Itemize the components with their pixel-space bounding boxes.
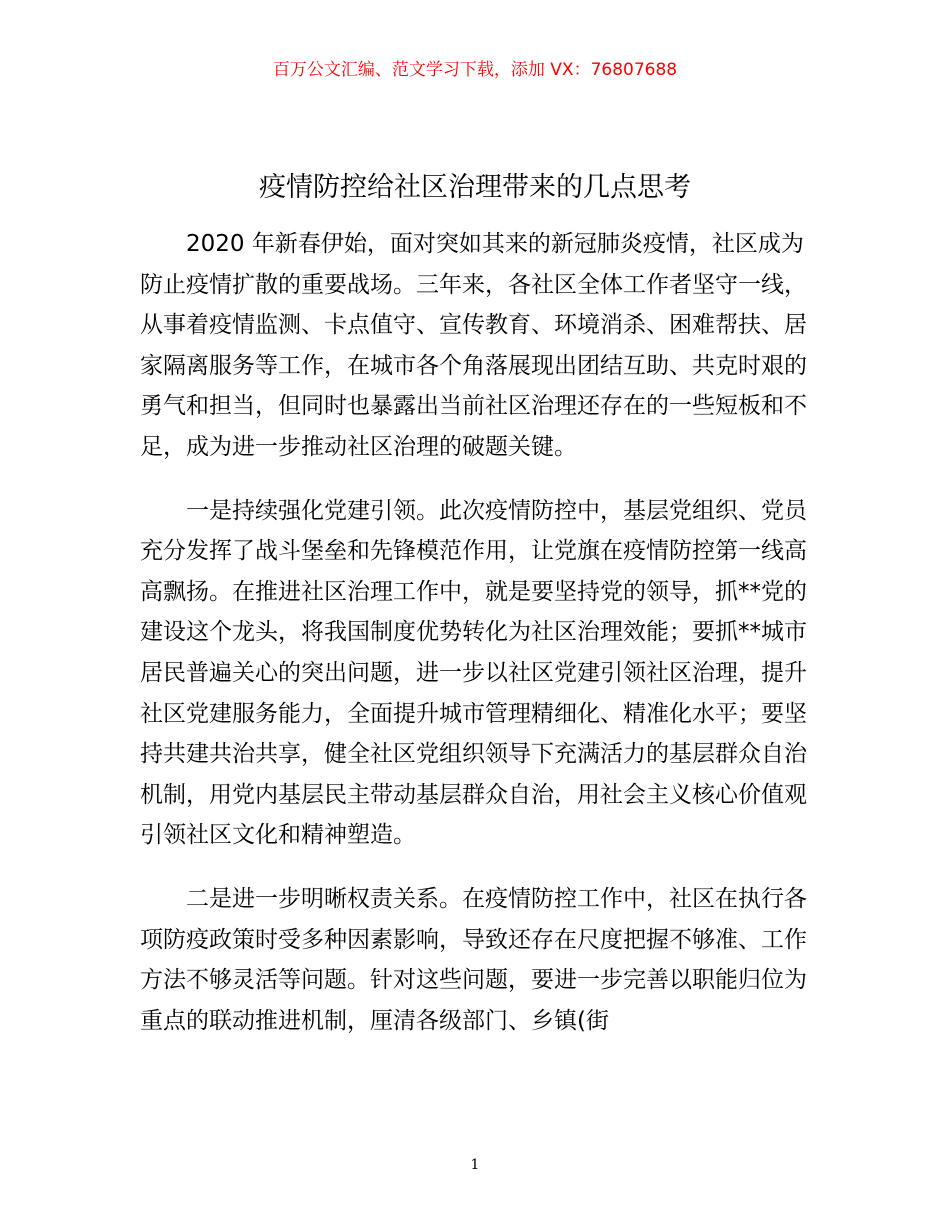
paragraph-responsibilities: 二是进一步明晰权责关系。在疫情防控工作中，社区在执行各项防疫政策时受多种因素影响，导致还存在尺度把握不够准、工作方法不够灵活等问题。针对这些问题，要进一步完善以职能归位为重点的联动推进机制，厘清各级部门、乡镇(街 (140, 885, 807, 1034)
document-body (140, 224, 812, 1041)
paragraph-intro: 2020 年新春伊始，面对突如其来的新冠肺炎疫情，社区成为防止疫情扩散的重要战场。三年来，各社区全体工作者坚守一线，从事着疫情监测、卡点值守、宣传教育、环境消杀、困难帮扶、居家隔离服务等工作，在城市各个角落展现出团结互助、共克时艰的勇气和担当，但同时也暴露出当前社区治理还存在的一些短板和不足，成为进一步推动社区治理的破题关键。 (140, 231, 807, 460)
header-watermark: 百万公文汇编、范文学习下载，添加 VX：76807688 (272, 60, 678, 80)
document-title: 疫情防控给社区治理带来的几点思考 (259, 172, 691, 203)
paragraph-party-building: 一是持续强化党建引领。此次疫情防控中，基层党组织、党员充分发挥了战斗堡垒和先锋模范作用，让党旗在疫情防控第一线高高飘扬。在推进社区治理工作中，就是要坚持党的领导，抓**党的建设这个龙头，将我国制度优势转化为社区治理效能；要抓**城市居民普遍关心的突出问题，进一步以社区党建引领社区治理，提升社区党建服务能力，全面提升城市管理精细化、精准化水平；要坚持共建共治共享，健全社区党组织领导下充满活力的基层群众自治机制，用党内基层民主带动基层群众自治，用社会主义核心价值观引领社区文化和精神塑造。 (140, 497, 807, 849)
page-number: 1 (470, 1157, 480, 1173)
